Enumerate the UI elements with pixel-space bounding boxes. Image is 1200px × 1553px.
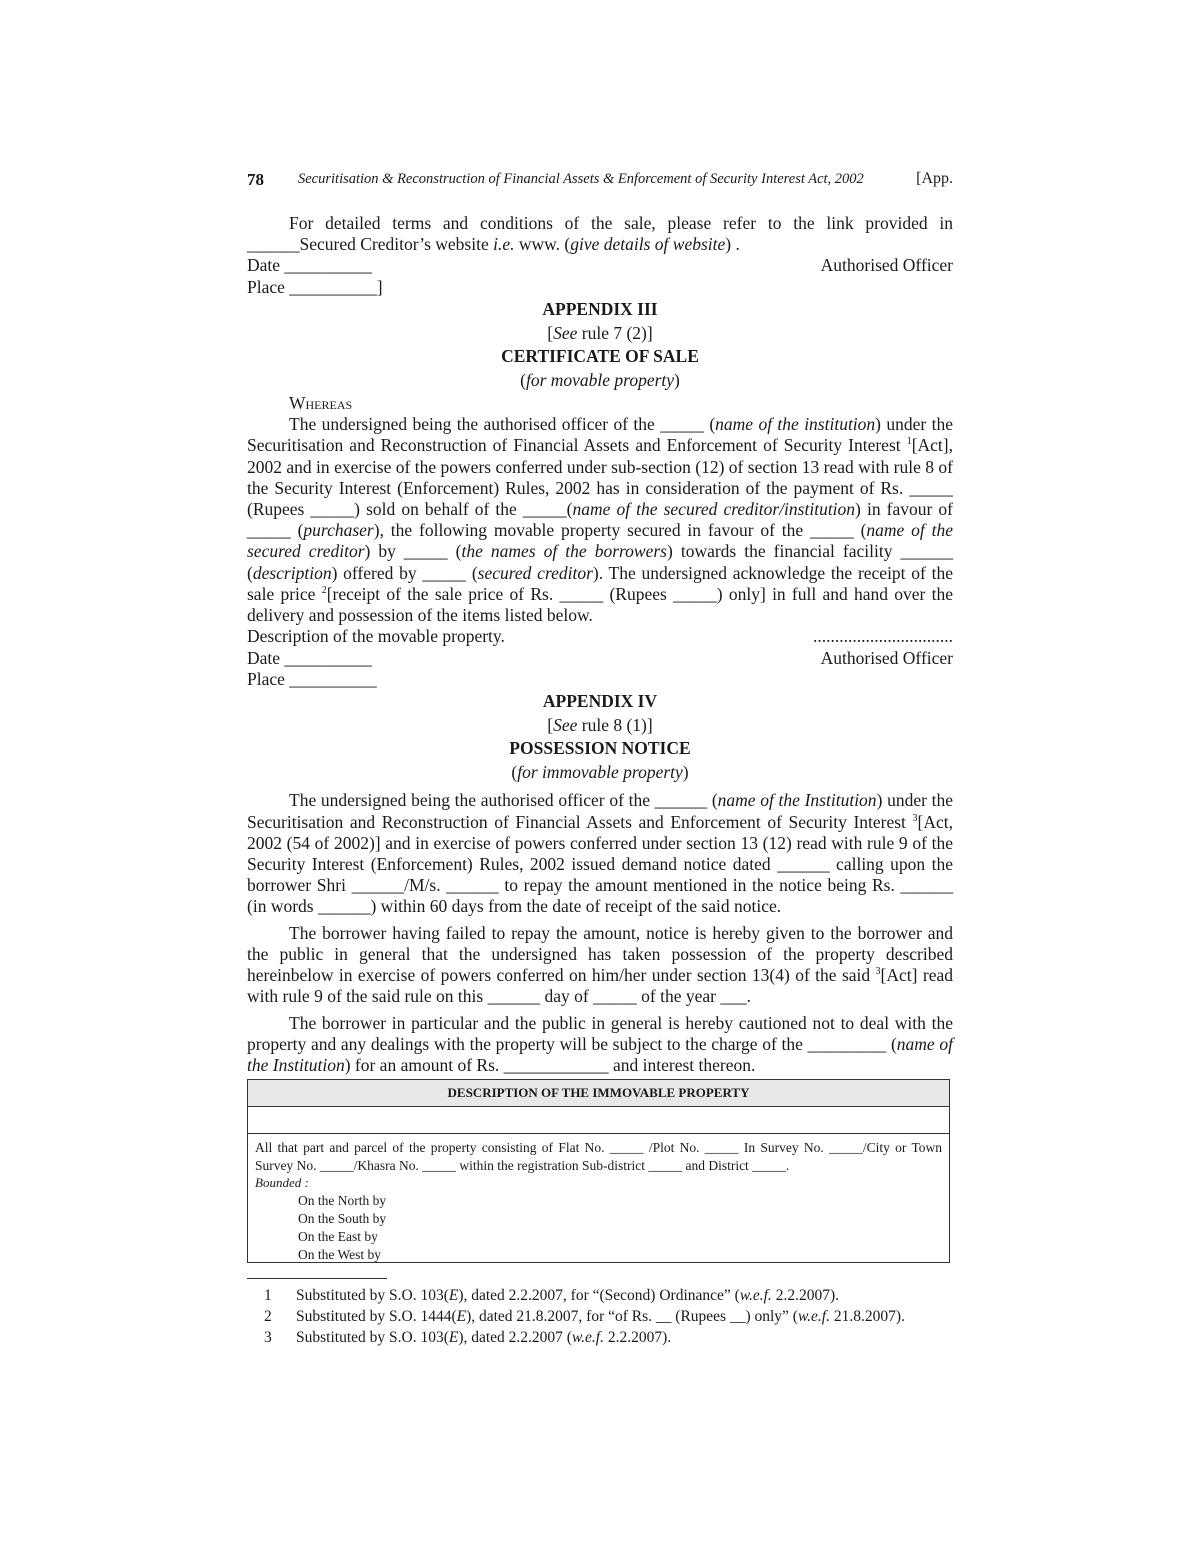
- possession-paragraph-3: [247, 1013, 953, 1077]
- authorised-officer-label: Authorised Officer: [820, 255, 953, 276]
- subtitle-text: for immovable property: [517, 761, 683, 782]
- paren-open: (: [511, 761, 518, 782]
- rule-bracket: [: [547, 322, 554, 343]
- rule-ref: rule 7 (2)]: [577, 322, 653, 343]
- fn-italic: w.e.f.: [739, 1287, 772, 1304]
- appendix-iii-title: APPENDIX III: [542, 299, 658, 320]
- date-field: Date __________: [247, 255, 372, 276]
- property-table-body: [248, 1134, 949, 1264]
- cert-italic-1: name of the institution: [715, 414, 876, 435]
- footnote: [247, 1285, 953, 1306]
- place-line-2: [247, 669, 953, 690]
- appendix-iii-subtitle: [247, 369, 953, 393]
- sale-terms-text-2: ______Secured Creditor’s website: [247, 234, 494, 255]
- sale-terms-website-note: give details of website: [570, 234, 726, 255]
- paren-close: ): [674, 369, 680, 390]
- cert-italic-5: name of the secured creditor: [247, 520, 953, 562]
- poss-text-6: The borrower in particular and the public in general is hereby cautioned not to deal with the property and any dealings with the property will be subject to the charge of the _________ (: [247, 1012, 953, 1054]
- certificate-paragraph: [247, 414, 953, 626]
- fn-italic: w.e.f.: [571, 1329, 604, 1346]
- page-body: [247, 213, 953, 1076]
- sale-terms-text-3: www. (: [514, 234, 571, 255]
- page-number: 78: [247, 170, 264, 189]
- footnote-number: 1: [264, 1287, 272, 1304]
- poss-text-4: The borrower having failed to repay the amount, notice is hereby given to the borrower and the public in general that the undersigned has taken possession of the property described hereinbelow in exercise of powers conferred on him/her under section 13(4) of the said: [247, 922, 953, 986]
- poss-italic-6: name of the Institution: [247, 1033, 953, 1075]
- appendix-iv-heading: POSSESSION NOTICE: [509, 738, 691, 759]
- cert-text-2: ) under the Securitisation and Reconstruction of Financial Assets and Enforcement of Security Interest: [247, 414, 953, 456]
- book-title: Securitisation & Reconstruction of Financial Assets & Enforcement of Security Interest Act, 2002: [298, 171, 864, 187]
- sale-terms-text-4: ) .: [725, 234, 740, 255]
- cert-italic-4: purchaser: [303, 520, 374, 541]
- fn-text: Substituted by S.O. 103(: [296, 1329, 449, 1346]
- description-dots: ................................: [813, 626, 953, 647]
- property-description: All that part and parcel of the property consisting of Flat No. _____ /Plot No. _____ In Survey No. _____/City or Town Survey No. _____/Khasra No. _____ within the registration Sub-district _____ and District _____.: [255, 1140, 942, 1173]
- whereas-label: Whereas: [289, 393, 353, 414]
- possession-paragraph-1: [247, 790, 953, 917]
- boundary-south: On the South by: [298, 1210, 387, 1226]
- boundary-north: On the North by: [298, 1192, 387, 1208]
- fn-text: 2.2.2007).: [603, 1329, 672, 1346]
- cert-text-5: ), the following movable property secured in favour of the _____ (: [373, 520, 867, 541]
- appendix-iii-heading: CERTIFICATE OF SALE: [501, 346, 699, 367]
- footnote-divider: [247, 1278, 387, 1279]
- section-tag: [App.: [916, 170, 953, 187]
- poss-text-7: ) for an amount of Rs. ____________ and interest thereon.: [344, 1054, 756, 1075]
- fn-italic: E: [448, 1287, 459, 1304]
- property-table-header: DESCRIPTION OF THE IMMOVABLE PROPERTY: [248, 1080, 949, 1107]
- footnote-number: 3: [264, 1329, 272, 1346]
- footnote-ref-1: 1: [906, 436, 912, 448]
- poss-italic-1: name of the Institution: [717, 790, 877, 811]
- fn-text: ), dated 2.2.2007 (: [458, 1329, 572, 1346]
- cert-text-10: [receipt of the sale price of Rs. _____ (Rupees _____) only] in full and hand over the delivery and possession of the items listed below.: [247, 583, 953, 626]
- sale-terms-ie: i.e.: [493, 234, 515, 255]
- rule-bracket: [: [547, 714, 554, 735]
- fn-text: Substituted by S.O. 103(: [296, 1287, 449, 1304]
- signature-line-2: [247, 648, 953, 669]
- footnote-ref-3b: 3: [875, 966, 881, 978]
- cert-text-3: [Act], 2002 and in exercise of the powers conferred under sub-section (12) of section 13 read with rule 8 of the Security Interest (Enforcement) Rules, 2002 has in consideration of the payment of Rs. _____ (Rupees _____) sold on behalf of the _____(: [247, 435, 953, 520]
- poss-text-1: The undersigned being the authorised officer of the ______ (: [289, 790, 718, 811]
- authorised-officer-label: Authorised Officer: [820, 647, 953, 668]
- place-field: Place __________]: [247, 276, 383, 297]
- description-line: [247, 626, 953, 647]
- footnotes: [247, 1285, 953, 1348]
- cert-italic-7: description: [252, 562, 332, 583]
- running-header: [247, 170, 953, 194]
- footnote-text: [296, 1306, 953, 1327]
- cert-text-8: ) offered by _____ (: [331, 562, 478, 583]
- cert-text-4: ) in favour of _____ (: [247, 499, 953, 541]
- footnote-text: [296, 1327, 953, 1348]
- rule-ref: rule 8 (1)]: [577, 714, 653, 735]
- cert-text-6: ) by _____ (: [364, 541, 462, 562]
- poss-text-5: [Act] read with rule 9 of the said rule on this ______ day of _____ of the year ___.: [247, 965, 953, 1007]
- cert-text-1: The undersigned being the authorised officer of the _____ (: [289, 414, 716, 435]
- sale-terms-text: For detailed terms and conditions of the sale, please refer to the link provided in: [289, 213, 953, 233]
- cert-italic-8: secured creditor: [477, 562, 593, 583]
- fn-text: ), dated 2.2.2007, for “(Second) Ordinance” (: [458, 1287, 740, 1304]
- possession-paragraph-2: [247, 923, 953, 1008]
- fn-text: Substituted by S.O. 1444(: [296, 1308, 457, 1325]
- fn-text: ), dated 21.8.2007, for “of Rs. __ (Rupees __) only” (: [466, 1308, 798, 1325]
- poss-text-2: ) under the Securitisation and Reconstruction of Financial Assets and Enforcement of Security Interest: [247, 790, 953, 832]
- appendix-iv-subtitle: [247, 761, 953, 785]
- signature-line-1: [247, 255, 953, 276]
- boundary-west: On the West by: [298, 1246, 382, 1262]
- appendix-iv-rule: [247, 714, 953, 738]
- footnote: [247, 1327, 953, 1348]
- footnote-text: [296, 1285, 953, 1306]
- cert-text-9: ). The undersigned acknowledge the receipt of the sale price: [247, 562, 953, 604]
- fn-italic: E: [448, 1329, 459, 1346]
- place-line-1: [247, 277, 953, 298]
- footnote: [247, 1306, 953, 1327]
- bounded-label: Bounded :: [255, 1175, 309, 1190]
- footnote-number: 2: [264, 1308, 272, 1325]
- appendix-iv-title: APPENDIX IV: [542, 691, 658, 712]
- rule-see: See: [553, 714, 578, 735]
- fn-italic: w.e.f.: [797, 1308, 830, 1325]
- rule-see: See: [553, 322, 578, 343]
- place-field: Place __________: [247, 669, 377, 690]
- sale-terms-paragraph: [247, 213, 953, 255]
- subtitle-text: for movable property: [525, 369, 675, 390]
- footnote-ref-3: 3: [912, 812, 918, 824]
- fn-italic: E: [456, 1308, 467, 1325]
- paren-close: ): [682, 761, 689, 782]
- fn-text: 21.8.2007).: [829, 1308, 905, 1325]
- footnote-ref-2: 2: [321, 585, 327, 597]
- boundary-east: On the East by: [298, 1228, 378, 1244]
- property-table-blank-row: [248, 1107, 949, 1134]
- appendix-iii-rule: [247, 322, 953, 346]
- date-field: Date __________: [247, 647, 372, 668]
- property-description-table: [247, 1079, 950, 1263]
- poss-text-3: [Act, 2002 (54 of 2002)] and in exercise of powers conferred under section 13 (12) read with rule 9 of the Security Interest (Enforcement) Rules, 2002 issued demand notice dated ______ calling upon the borrower Shri ______/M/s. ______ to repay the amount mentioned in the notice being Rs. ______ (in words ______) within 60 days from the date of receipt of the said notice.: [247, 811, 953, 917]
- cert-text-7: ) towards the financial facility ______ (: [247, 541, 953, 583]
- cert-italic-6: the names of the borrowers: [461, 541, 667, 562]
- cert-italic-3: name of the secured creditor/institution: [572, 499, 856, 520]
- description-label: Description of the movable property.: [247, 626, 505, 647]
- fn-text: 2.2.2007).: [771, 1287, 839, 1304]
- paren-open: (: [520, 369, 526, 390]
